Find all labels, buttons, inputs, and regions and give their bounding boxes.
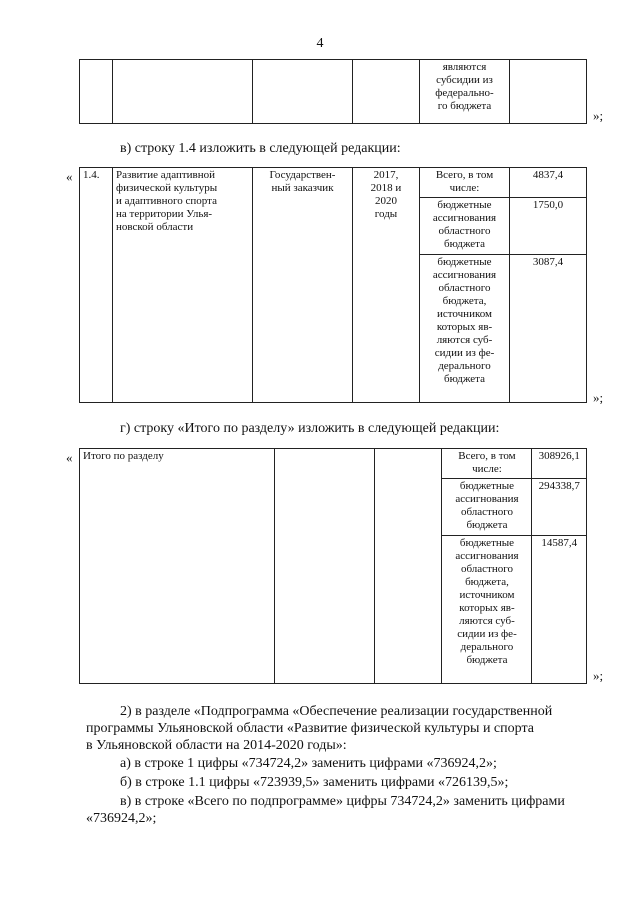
cell-line: источником: [459, 589, 515, 601]
cell-line: дерального: [438, 360, 491, 372]
table-cell: [253, 60, 353, 124]
row-number-text: 1.4.: [83, 169, 100, 181]
closing-quote: »;: [593, 390, 604, 405]
source-total: [442, 449, 532, 479]
source-regional: [420, 198, 510, 255]
para-2-line-2: программы Ульяновской области «Развитие физической культуры и спорта: [86, 721, 534, 736]
cell-line: 2020: [375, 195, 397, 207]
table-cell: [80, 60, 113, 124]
cell-line: областного: [438, 282, 491, 294]
cell-line: бюджетные: [459, 480, 515, 492]
cell-line: бюджета,: [465, 576, 509, 588]
cell-line: ассигнования: [455, 550, 519, 562]
cell-line: сидии из фе-: [434, 347, 495, 359]
cell-line: бюджета: [466, 519, 508, 531]
value-federal: 14587,4: [532, 536, 587, 684]
years-cell: [353, 168, 420, 403]
cell-line: и адаптивного спорта: [116, 195, 217, 207]
value-total: 308926,1: [532, 449, 587, 479]
cell-line: областного: [460, 506, 513, 518]
opening-quote: «: [66, 450, 73, 465]
item-v-line-1: в) в строке «Всего по подпрограмме» цифры 734724,2» заменить цифрами: [120, 794, 565, 809]
item-v-line-2: «736924,2»;: [86, 811, 157, 826]
value-total: 4837,4: [510, 168, 587, 198]
cell-line: ный заказчик: [271, 182, 334, 194]
row-number: [80, 168, 113, 403]
cell-line: ляются суб-: [459, 615, 515, 627]
cell-line: бюджета: [443, 373, 485, 385]
total-label-text: Итого по разделу: [83, 450, 164, 462]
cell-line: бюджетные: [459, 537, 515, 549]
cell-line: ассигнования: [432, 212, 497, 224]
cell-line: сидии из фе-: [457, 628, 517, 640]
para-2-line-3: в Ульяновской области на 2014-2020 годы»:: [86, 738, 347, 753]
page-number: 4: [316, 36, 324, 51]
cell-line: бюджета: [466, 654, 508, 666]
cell-line: федерально-: [435, 87, 494, 99]
source-federal: [442, 536, 532, 684]
heading-v: в) строку 1.4 изложить в следующей редакции:: [120, 141, 401, 156]
cell-line: новской области: [116, 221, 194, 233]
cell-line: 2018 и: [370, 182, 402, 194]
cell-line: областного: [460, 563, 513, 575]
cell-line: бюджетные: [437, 199, 492, 211]
value-regional: 1750,0: [510, 198, 587, 255]
cell-line: физической культуры: [116, 182, 218, 194]
cell-line: субсидии из: [436, 74, 493, 86]
total-label: [80, 449, 275, 684]
table-total: [79, 448, 587, 684]
cell-line: дерального: [460, 641, 514, 653]
measure-name: [113, 168, 253, 403]
cell-line: Всего, в том: [458, 450, 516, 462]
table-continuation: [79, 59, 587, 124]
source-regional: [442, 479, 532, 536]
cell-line: Всего, в том: [435, 169, 494, 181]
cell-line: бюджета: [443, 238, 485, 250]
source-total: [420, 168, 510, 198]
customer-cell: [253, 168, 353, 403]
cell-line: ассигнования: [455, 493, 519, 505]
heading-g: г) строку «Итого по разделу» изложить в следующей редакции:: [120, 421, 500, 436]
cell-line: ляются суб-: [436, 334, 493, 346]
cell-line: областного: [438, 225, 491, 237]
cell-line: 2017,: [373, 169, 399, 181]
table-row-1-4: [79, 167, 587, 403]
cell-line: которых яв-: [459, 602, 515, 614]
source-federal: [420, 255, 510, 403]
source-cell: [420, 60, 510, 124]
cell-line: бюджета,: [442, 295, 487, 307]
cell-line: годы: [374, 208, 398, 220]
cell-line: Государствен-: [269, 169, 336, 181]
para-2-line-1: 2) в разделе «Подпрограмма «Обеспечение реализации государственной: [120, 704, 553, 719]
item-b: б) в строке 1.1 цифры «723939,5» заменить цифрами «726139,5»;: [120, 775, 509, 790]
cell-line: которых яв-: [436, 321, 493, 333]
opening-quote: «: [66, 169, 73, 184]
cell-line: являются: [442, 61, 487, 73]
closing-quote: »;: [593, 108, 604, 123]
table-cell: [510, 60, 587, 124]
cell-line: ассигнования: [432, 269, 497, 281]
value-regional: 294338,7: [532, 479, 587, 536]
item-a: а) в строке 1 цифры «734724,2» заменить цифрами «736924,2»;: [120, 756, 497, 771]
table-cell: [275, 449, 375, 684]
cell-line: на территории Улья-: [116, 208, 213, 220]
cell-line: числе:: [449, 182, 480, 194]
cell-line: го бюджета: [437, 100, 492, 112]
cell-line: бюджетные: [437, 256, 492, 268]
closing-quote: »;: [593, 668, 604, 683]
table-cell: [353, 60, 420, 124]
cell-line: Развитие адаптивной: [116, 169, 216, 181]
table-cell: [113, 60, 253, 124]
cell-line: источником: [437, 308, 492, 320]
cell-line: числе:: [472, 463, 502, 475]
value-federal: 3087,4: [510, 255, 587, 403]
table-cell: [375, 449, 442, 684]
